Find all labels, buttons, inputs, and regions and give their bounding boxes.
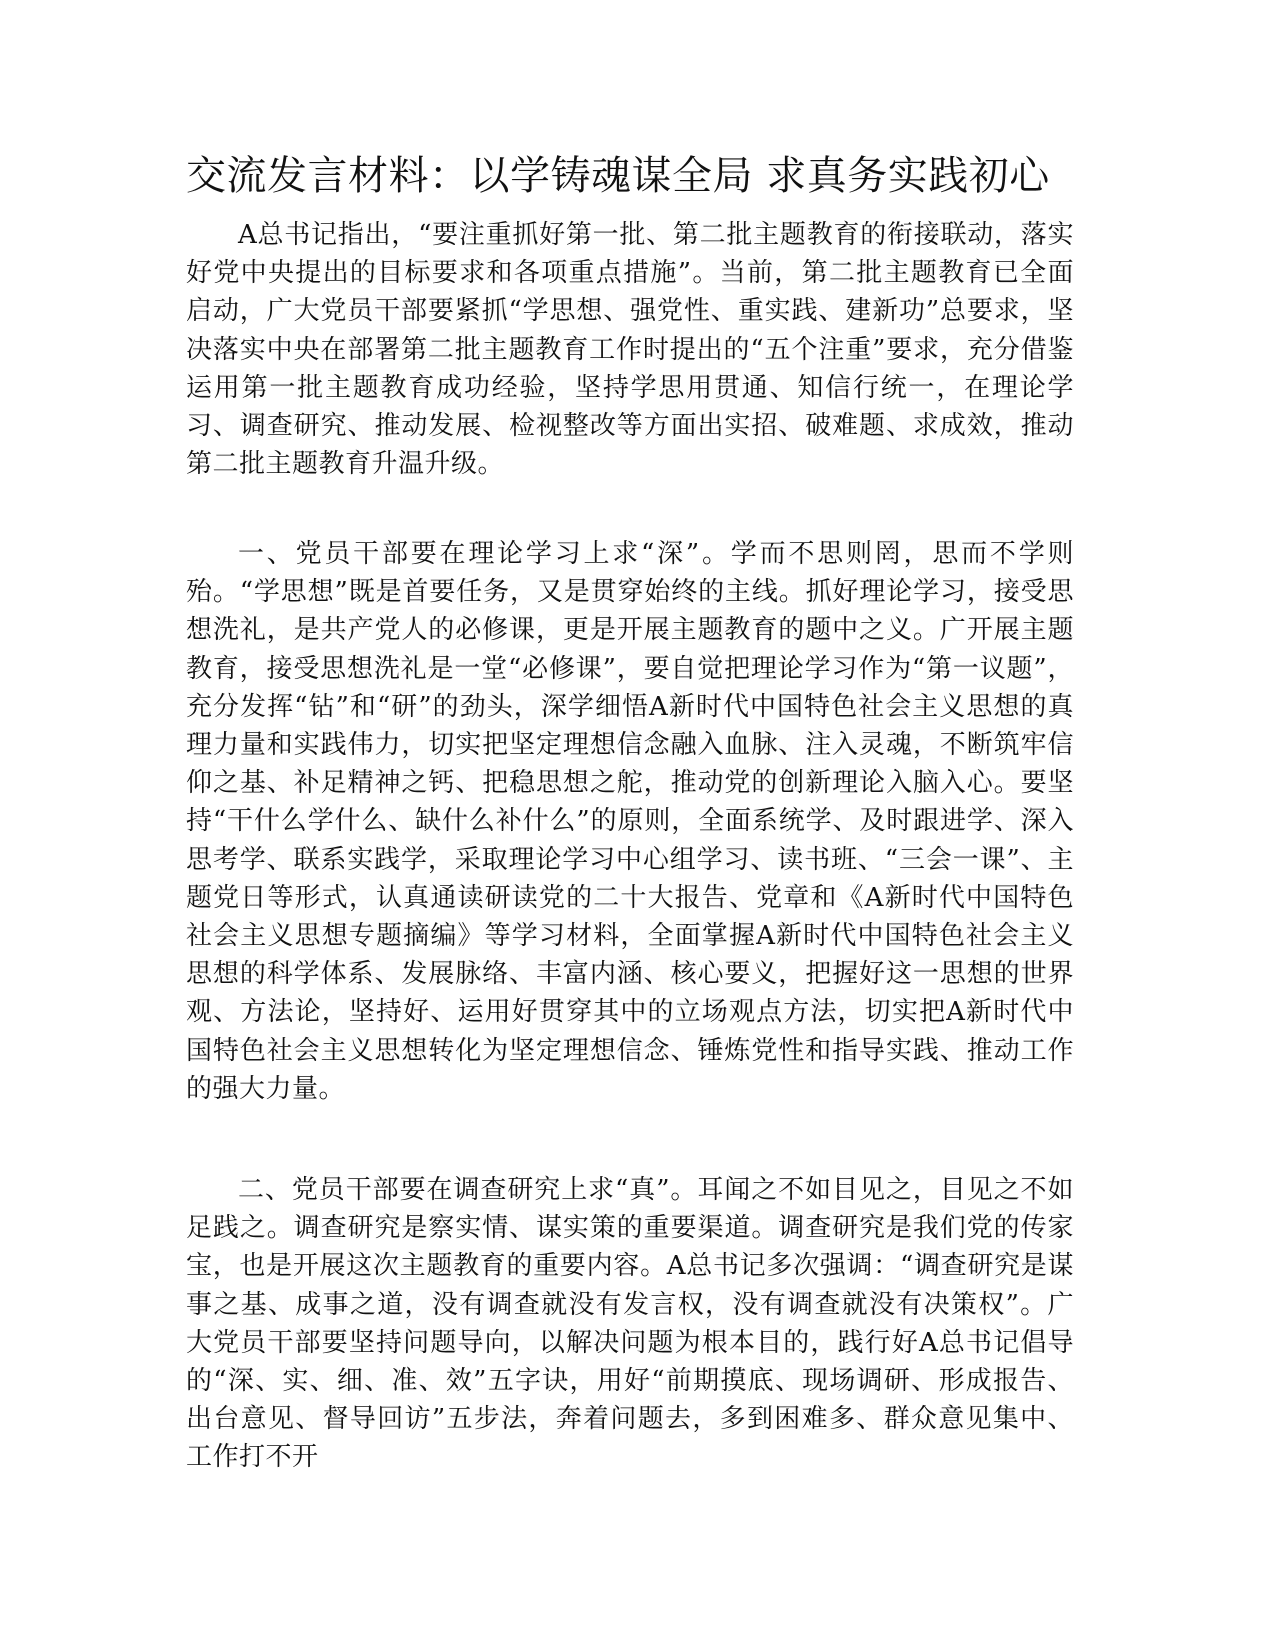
paragraph-section-2: 二、党员干部要在调查研究上求“真”。耳闻之不如目见之，目见之不如足践之。调查研究是察实情、谋实策的重要渠道。调查研究是我们党的传家宝，也是开展这次主题教育的重要内容。A总书记多次强调：“调查研究是谋事之基、成事之道，没有调查就没有发言权，没有调查就没有决策权”。广大党员干部要坚持问题导向，以解决问题为根本目的，践行好A总书记倡导的“深、实、细、准、效”五字诀，用好“前期摸底、现场调研、形成报告、出台意见、督导回访”五步法，奔着问题去，多到困难多、群众意见集中、工作打不开	[186, 1175, 1074, 1473]
document-title: 交流发言材料：以学铸魂谋全局 求真务实践初心	[186, 153, 1050, 199]
paragraph-section-1: 一、党员干部要在理论学习上求“深”。学而不思则罔，思而不学则殆。“学思想”既是首要任务，又是贯穿始终的主线。抓好理论学习，接受思想洗礼，是共产党人的必修课，更是开展主题教育的题中之义。广开展主题教育，接受思想洗礼是一堂“必修课”，要自觉把理论学习作为“第一议题”，充分发挥“钻”和“研”的劲头，深学细悟A新时代中国特色社会主义思想的真理力量和实践伟力，切实把坚定理想信念融入血脉、注入灵魂，不断筑牢信仰之基、补足精神之钙、把稳思想之舵，推动党的创新理论入脑入心。要坚持“干什么学什么、缺什么补什么”的原则，全面系统学、及时跟进学、深入思考学、联系实践学，采取理论学习中心组学习、读书班、“三会一课”、主题党日等形式，认真通读研读党的二十大报告、党章和《A新时代中国特色社会主义思想专题摘编》等学习材料，全面掌握A新时代中国特色社会主义思想的科学体系、发展脉络、丰富内涵、核心要义，把握好这一思想的世界观、方法论，坚持好、运用好贯穿其中的立场观点方法，切实把A新时代中国特色社会主义思想转化为坚定理想信念、锤炼党性和指导实践、推动工作的强大力量。	[186, 539, 1074, 1104]
paragraph-intro: A总书记指出，“要注重抓好第一批、第二批主题教育的衔接联动，落实好党中央提出的目标要求和各项重点措施”。当前，第二批主题教育已全面启动，广大党员干部要紧抓“学思想、强党性、重实践、建新功”总要求，坚决落实中央在部署第二批主题教育工作时提出的“五个注重”要求，充分借鉴运用第一批主题教育成功经验，坚持学思用贯通、知信行统一，在理论学习、调查研究、推动发展、检视整改等方面出实招、破难题、求成效，推动第二批主题教育升温升级。	[186, 220, 1074, 480]
